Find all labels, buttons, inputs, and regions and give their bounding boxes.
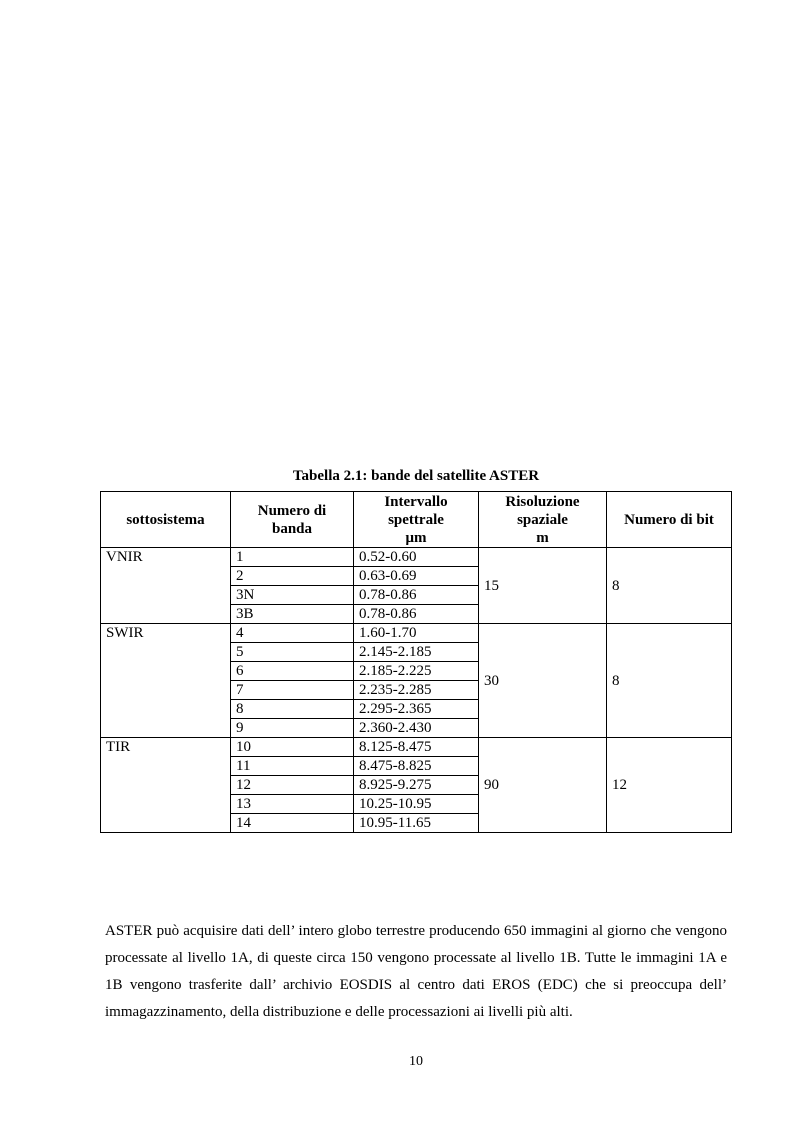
range-cell: 2.185-2.225 <box>354 662 479 681</box>
header-band-number-line: Numero di <box>257 502 327 519</box>
header-band-number-line: banda <box>271 520 313 537</box>
band-cell: 6 <box>231 662 354 681</box>
header-spatial-resolution-unit: m <box>536 529 549 546</box>
band-cell: 9 <box>231 719 354 738</box>
bits-cell: 8 <box>607 548 732 624</box>
header-spectral-range <box>354 492 479 548</box>
subsystem-cell: TIR <box>101 738 231 833</box>
table-row <box>101 624 732 643</box>
body-paragraph: ASTER può acquisire dati dell’ intero globo terrestre producendo 650 immagini al giorno che vengono processate al livello 1A, di queste circa 150 vengono processate al livello 1B. Tutte le immagini 1A e 1B vengono trasferite dall’ archivio EOSDIS al centro dati EROS (EDC) che si preoccupa dell’ immagazzinamento, della distribuzione e delle processazioni ai livelli più alti. <box>105 923 727 1020</box>
range-cell: 8.475-8.825 <box>354 757 479 776</box>
range-cell: 2.235-2.285 <box>354 681 479 700</box>
band-cell: 13 <box>231 795 354 814</box>
resolution-cell: 90 <box>479 738 607 833</box>
band-cell: 8 <box>231 700 354 719</box>
range-cell: 2.145-2.185 <box>354 643 479 662</box>
resolution-cell: 15 <box>479 548 607 624</box>
band-cell: 3N <box>231 586 354 605</box>
table-row <box>101 548 732 567</box>
band-cell: 5 <box>231 643 354 662</box>
range-cell: 2.360-2.430 <box>354 719 479 738</box>
band-cell: 12 <box>231 776 354 795</box>
subsystem-cell: VNIR <box>101 548 231 624</box>
range-cell: 0.52-0.60 <box>354 548 479 567</box>
band-cell: 3B <box>231 605 354 624</box>
page-number: 10 <box>409 1054 423 1069</box>
band-cell: 7 <box>231 681 354 700</box>
range-cell: 0.78-0.86 <box>354 605 479 624</box>
header-subsystem: sottosistema <box>101 492 231 548</box>
header-spatial-resolution <box>479 492 607 548</box>
header-spectral-range-unit: μm <box>405 529 427 546</box>
band-cell: 1 <box>231 548 354 567</box>
subsystem-cell: SWIR <box>101 624 231 738</box>
range-cell: 1.60-1.70 <box>354 624 479 643</box>
header-bit-number: Numero di bit <box>607 492 732 548</box>
range-cell: 2.295-2.365 <box>354 700 479 719</box>
header-band-number <box>231 492 354 548</box>
band-cell: 4 <box>231 624 354 643</box>
table-header-row <box>101 492 732 548</box>
band-cell: 14 <box>231 814 354 833</box>
range-cell: 8.125-8.475 <box>354 738 479 757</box>
band-cell: 2 <box>231 567 354 586</box>
band-cell: 10 <box>231 738 354 757</box>
range-cell: 0.63-0.69 <box>354 567 479 586</box>
range-cell: 8.925-9.275 <box>354 776 479 795</box>
range-cell: 10.25-10.95 <box>354 795 479 814</box>
resolution-cell: 30 <box>479 624 607 738</box>
bits-cell: 12 <box>607 738 732 833</box>
table-caption: Tabella 2.1: bande del satellite ASTER <box>292 468 540 484</box>
header-spatial-resolution-line: spaziale <box>517 511 568 528</box>
range-cell: 10.95-11.65 <box>354 814 479 833</box>
header-spectral-range-line: spettrale <box>388 511 444 528</box>
range-cell: 0.78-0.86 <box>354 586 479 605</box>
aster-bands-table <box>100 491 732 833</box>
bits-cell: 8 <box>607 624 732 738</box>
band-cell: 11 <box>231 757 354 776</box>
header-spectral-range-line: Intervallo <box>384 493 448 510</box>
table-row <box>101 738 732 757</box>
header-spatial-resolution-line: Risoluzione <box>505 493 580 510</box>
